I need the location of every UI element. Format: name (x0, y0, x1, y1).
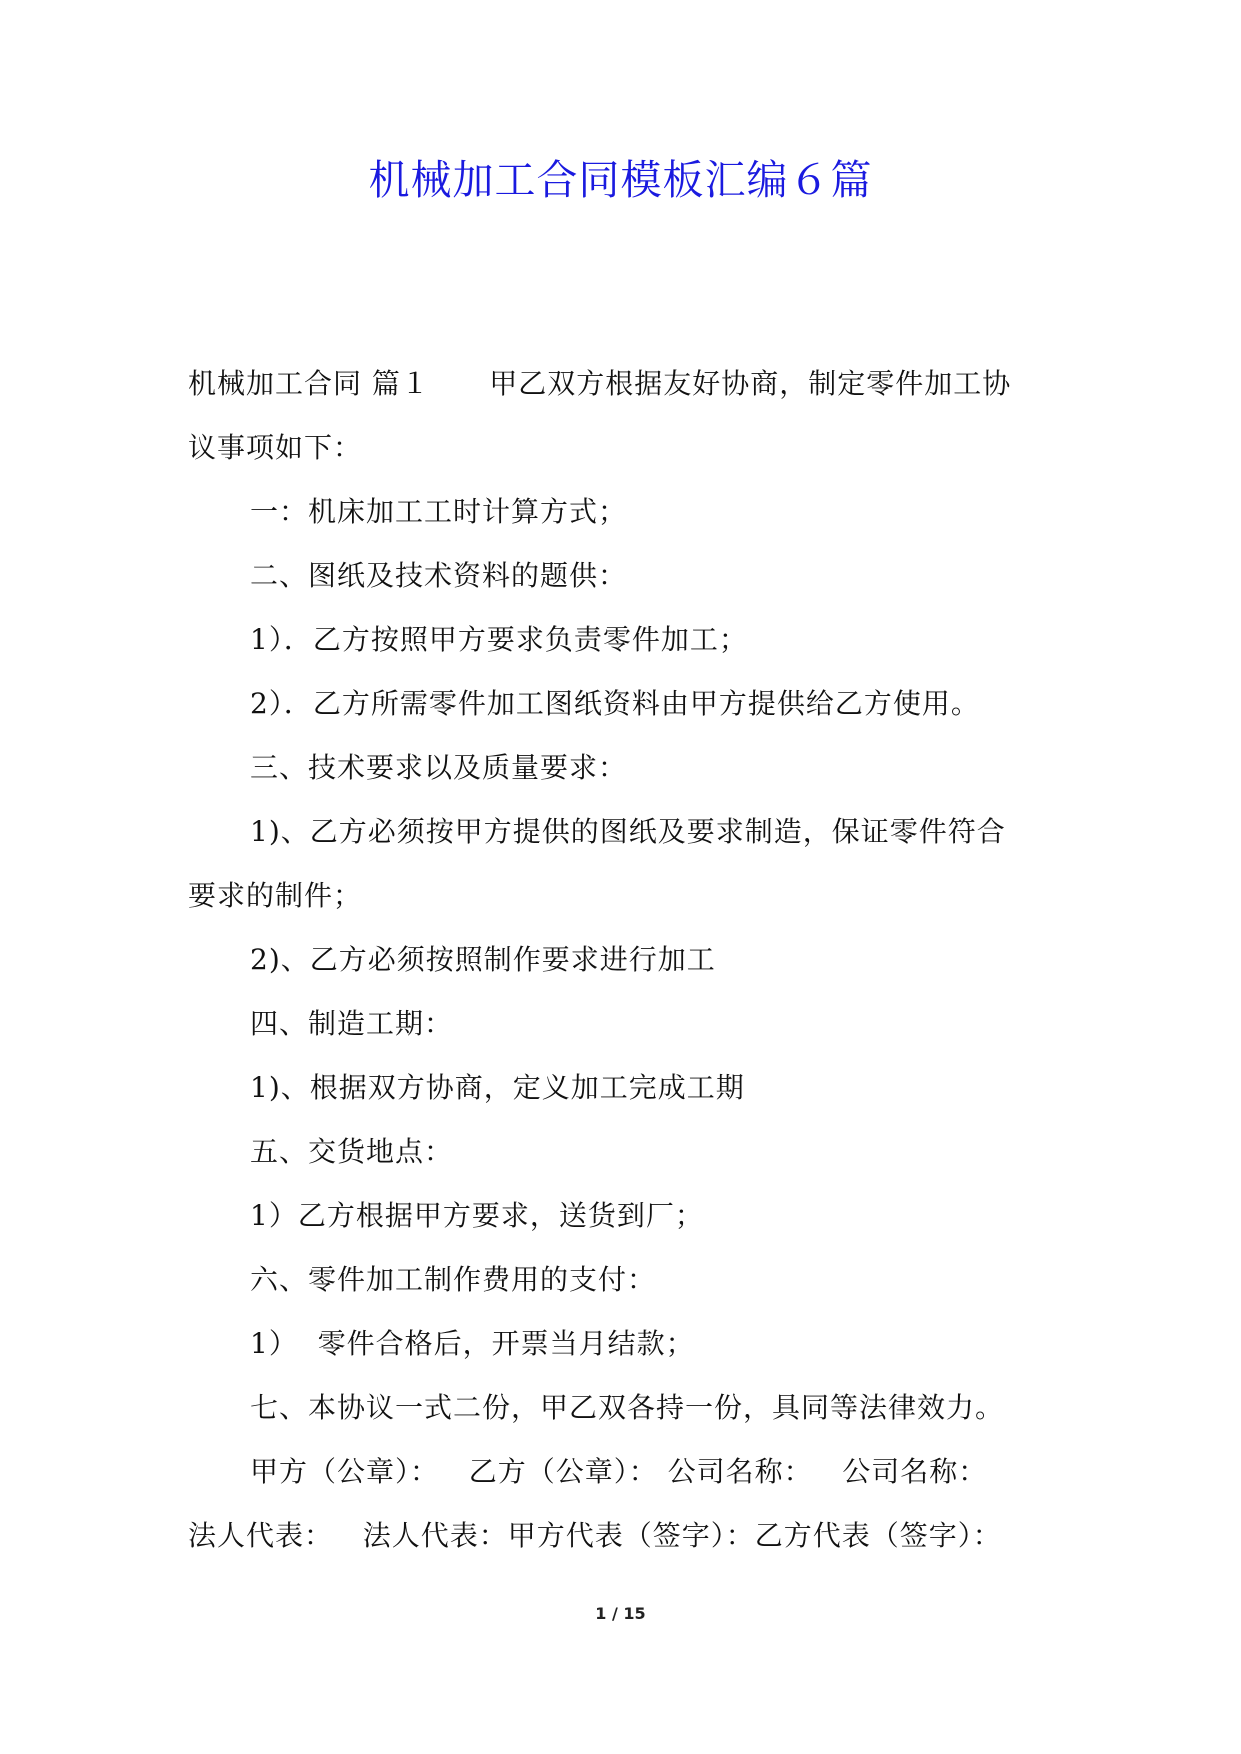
paragraph-line: 六、零件加工制作费用的支付： (250, 1263, 657, 1296)
paragraph-line: 2）．乙方所需零件加工图纸资料由甲方提供给乙方使用。 (250, 687, 980, 720)
paragraph-line: 二、图纸及技术资料的题供： (250, 559, 628, 592)
paragraph-line: 1)、乙方必须按甲方提供的图纸及要求制造，保证零件符合 (250, 815, 1006, 848)
paragraph-line: 七、本协议一式二份，甲乙双各持一份，具同等法律效力。 (250, 1391, 1005, 1424)
paragraph-line: 机械加工合同 篇１ 甲乙双方根据友好协商，制定零件加工协 (188, 367, 1012, 400)
paragraph-line: 1） 零件合格后，开票当月结款； (250, 1327, 695, 1360)
page-indicator: 1 / 15 (595, 1604, 646, 1623)
paragraph-line: 四、制造工期： (250, 1007, 454, 1040)
paragraph-line: 1）乙方根据甲方要求，送货到厂； (250, 1199, 704, 1232)
paragraph-line: 一：机床加工工时计算方式； (250, 495, 628, 528)
document-body (188, 352, 1058, 1568)
paragraph-line: 1）．乙方按照甲方要求负责零件加工； (250, 623, 748, 656)
document-title: 机械加工合同模板汇编６篇 (368, 156, 873, 204)
paragraph-line: 1)、根据双方协商，定义加工完成工期 (250, 1071, 745, 1104)
paragraph-line: 甲方（公章）： 乙方（公章）： 公司名称： 公司名称： (250, 1455, 988, 1488)
paragraph-line: 五、交货地点： (250, 1135, 454, 1168)
paragraph-line: 2)、乙方必须按照制作要求进行加工 (250, 943, 716, 976)
paragraph-line: 三、技术要求以及质量要求： (250, 751, 628, 784)
paragraph-line: 议事项如下： (188, 431, 363, 464)
paragraph-line: 法人代表： 法人代表：甲方代表（签字）：乙方代表（签字）： (188, 1519, 1002, 1552)
paragraph-line: 要求的制件； (188, 879, 363, 912)
